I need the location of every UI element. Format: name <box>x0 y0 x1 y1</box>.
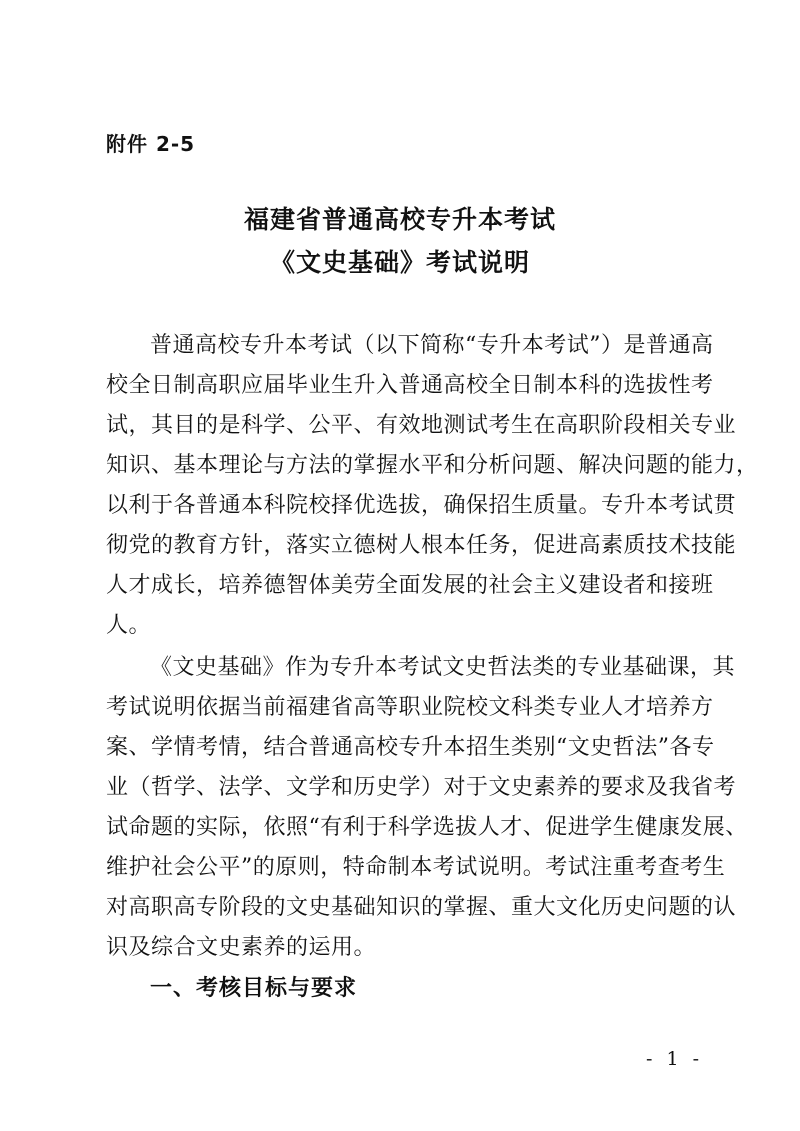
paragraph-line: 维护社会公平”的原则，特命制本考试说明。考试注重考查考生 <box>106 855 726 880</box>
paragraph-line: 考试说明依据当前福建省高等职业院校文科类专业人才培养方 <box>106 695 714 720</box>
paragraph-line: 对高职高专阶段的文史基础知识的掌握、重大文化历史问题的认 <box>106 895 737 920</box>
document-title-line-2: 《文史基础》考试说明 <box>269 248 530 277</box>
paragraph-line: 案、学情考情，结合普通高校专升本招生类别“文史哲法”各专 <box>106 735 715 760</box>
paragraph-line: 《文史基础》作为专升本考试文史哲法类的专业基础课，其 <box>150 655 736 680</box>
paragraph-line: 普通高校专升本考试（以下简称“专升本考试”）是普通高 <box>150 333 714 358</box>
paragraph-line: 业（哲学、法学、文学和历史学）对于文史素养的要求及我省考 <box>106 775 737 800</box>
paragraph-line: 试，其目的是科学、公平、有效地测试考生在高职阶段相关专业 <box>106 413 737 438</box>
paragraph-line: 校全日制高职应届毕业生升入普通高校全日制本科的选拔性考 <box>106 373 714 398</box>
paragraph-line: 以利于各普通本科院校择优选拔，确保招生质量。专升本考试贯 <box>106 493 737 518</box>
paragraph-line: 人。 <box>106 613 152 638</box>
section-heading: 一、考核目标与要求 <box>150 976 358 1001</box>
document-title-line-1: 福建省普通高校专升本考试 <box>243 205 556 234</box>
paragraph-line: 识及综合文史素养的运用。 <box>106 935 377 960</box>
paragraph-line: 知识、基本理论与方法的掌握水平和分析问题、解决问题的能力， <box>106 453 759 478</box>
attachment-label: 附件 2-5 <box>106 132 196 156</box>
paragraph-line: 彻党的教育方针，落实立德树人根本任务，促进高素质技术技能 <box>106 533 737 558</box>
page-number: - 1 - <box>646 1048 704 1070</box>
paragraph-line: 试命题的实际，依照“有利于科学选拔人才、促进学生健康发展、 <box>106 815 748 840</box>
paragraph-line: 人才成长，培养德智体美劳全面发展的社会主义建设者和接班 <box>106 573 714 598</box>
